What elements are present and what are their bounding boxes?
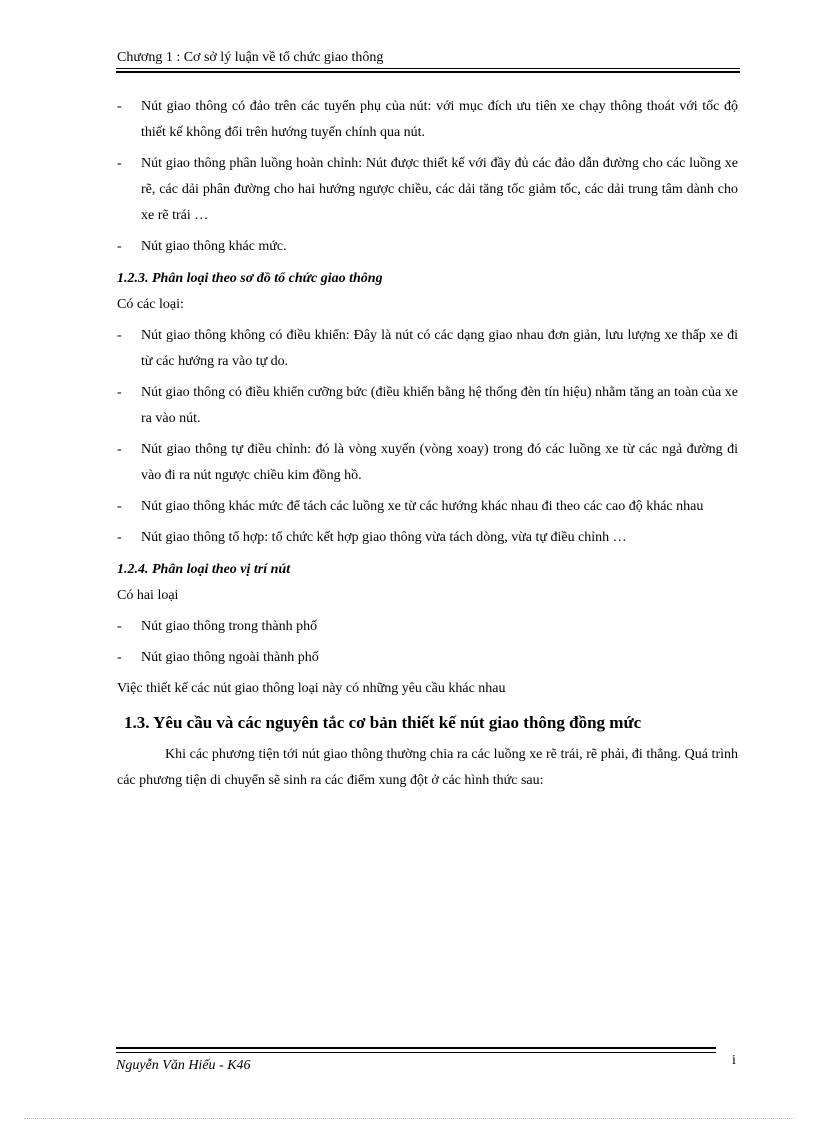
list-item-text: Nút giao thông ngoài thành phố (141, 650, 319, 665)
list-item-text: Nút giao thông tổ hợp: tổ chức kết hợp giao thông vừa tách dòng, vừa tự điều chỉnh … (141, 530, 627, 545)
list-item (117, 234, 738, 260)
section-intro: Có hai loại (117, 588, 179, 603)
bullet-dash: - (117, 156, 122, 171)
footer-rule-thin (116, 1052, 716, 1053)
header-rule-thick (116, 71, 740, 73)
bullet-dash: - (117, 650, 122, 665)
bullet-dash: - (117, 442, 122, 457)
running-header: Chương 1 : Cơ sở lý luận về tổ chức giao thông (117, 50, 384, 65)
bullet-dash: - (117, 239, 122, 254)
list-item-text: Nút giao thông trong thành phố (141, 619, 318, 634)
list-item-text: Nút giao thông có đảo trên các tuyến phụ của nút: với mục đích ưu tiên xe chạy thông thoát với tốc độ thiết kế không đổi trên hướng tuyến chính qua nút. (141, 99, 738, 140)
list-item (117, 494, 738, 520)
section-intro: Có các loại: (117, 297, 184, 312)
list-item (117, 380, 738, 432)
section-heading-1-2-3: 1.2.3. Phân loại theo sơ đồ tổ chức giao thông (117, 271, 383, 286)
bullet-list-location-types (117, 614, 738, 671)
footer-author: Nguyễn Văn Hiếu - K46 (116, 1058, 251, 1073)
list-item (117, 437, 738, 489)
list-item-text: Nút giao thông không có điều khiển: Đây là nút có các dạng giao nhau đơn giản, lưu lượng xe thấp xe đi từ các hướng ra vào tự do. (141, 328, 738, 369)
list-item-text: Nút giao thông khác mức. (141, 239, 287, 254)
page-number: i (732, 1053, 736, 1068)
bullet-dash: - (117, 99, 122, 114)
body-paragraph: Khi các phương tiện tới nút giao thông thường chia ra các luồng xe rẽ trái, rẽ phải, đi thẳng. Quá trình các phương tiện di chuyển sẽ sinh ra các điểm xung đột ở các hình thức sau: (117, 747, 738, 788)
list-item-text: Nút giao thông có điều khiển cưỡng bức (điều khiển bằng hệ thống đèn tín hiệu) nhằm tăng an toàn của xe ra vào nút. (141, 385, 738, 426)
list-item-text: Nút giao thông khác mức để tách các luồng xe từ các hướng khác nhau đi theo các cao độ khác nhau (141, 499, 704, 514)
bullet-dash: - (117, 619, 122, 634)
header-rule-thin (116, 68, 740, 69)
bullet-dash: - (117, 530, 122, 545)
footer-rule-thick (116, 1047, 716, 1049)
bullet-dash: - (117, 499, 122, 514)
page-bottom-dotted-border (24, 1118, 794, 1119)
bullet-dash: - (117, 385, 122, 400)
section-heading-1-2-4: 1.2.4. Phân loại theo vị trí nút (117, 562, 291, 577)
list-item-text: Nút giao thông tự điều chỉnh: đó là vòng xuyến (vòng xoay) trong đó các luồng xe từ các ngả đường đi vào đi ra nút ngược chiều kim đồng hồ. (141, 442, 738, 483)
list-item (117, 614, 738, 640)
body-content (117, 94, 738, 794)
bullet-list-control-types (117, 323, 738, 551)
list-item (117, 151, 738, 229)
bullet-list-node-types (117, 94, 738, 260)
list-item (117, 323, 738, 375)
bullet-dash: - (117, 328, 122, 343)
section-heading-1-3: 1.3. Yêu cầu và các nguyên tắc cơ bản thiết kế nút giao thông đồng mức (124, 713, 642, 732)
list-item (117, 94, 738, 146)
list-item (117, 645, 738, 671)
list-item (117, 525, 738, 551)
section-closing: Việc thiết kế các nút giao thông loại này có những yêu cầu khác nhau (117, 681, 506, 696)
list-item-text: Nút giao thông phân luồng hoàn chỉnh: Nút được thiết kế với đầy đủ các đảo dẫn đường cho các luồng xe rẽ, các dải phân đường cho hai hướng ngược chiều, các dải tăng tốc giảm tốc, các dải trung tâm dành cho xe rẽ trái … (141, 156, 738, 223)
